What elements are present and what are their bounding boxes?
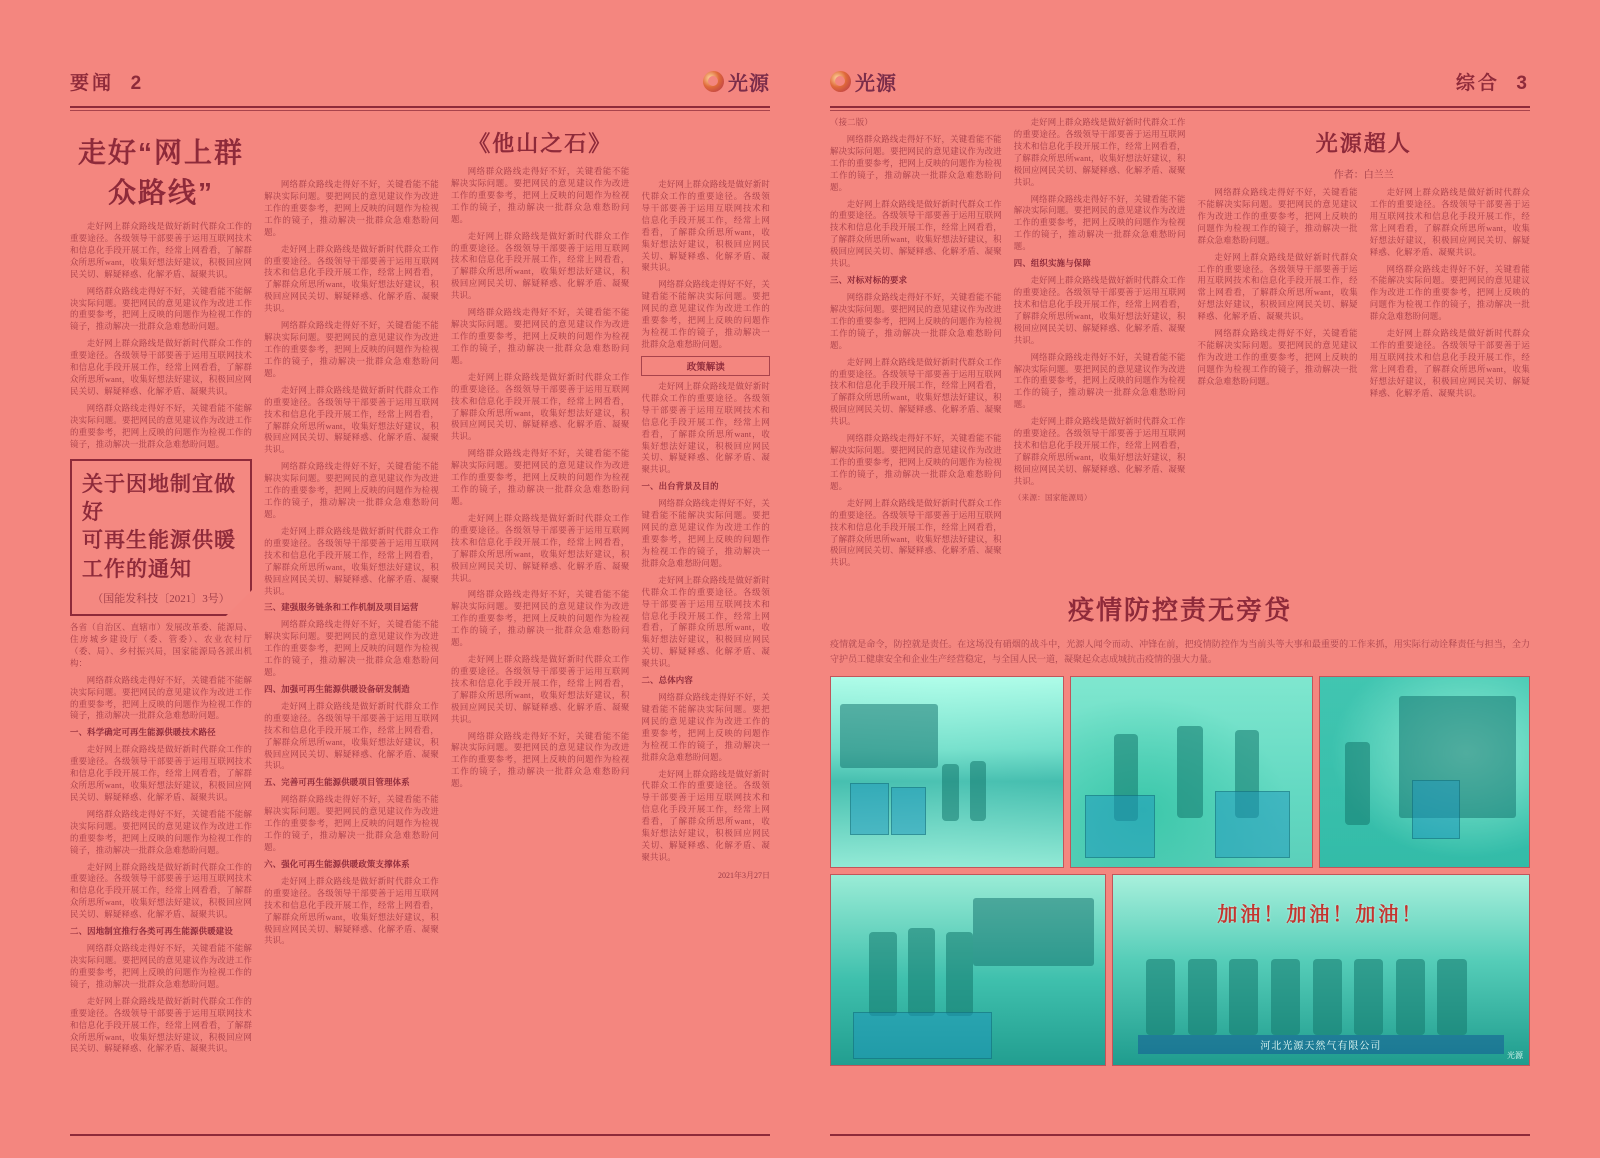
right-section-label (1456, 68, 1530, 95)
right-c1-paragraph-5: 网络群众路线走得好不好，关键看能不能解决实际问题。要把网民的意见建议作为改进工作的重要参考，把网上反映的问题作为检视工作的镜子，推动解决一批群众急难愁盼问题。 (830, 434, 1002, 491)
left-c2-paragraph-4: 走好网上群众路线是做好新时代群众工作的重要途径。各级领导干部要善于运用互联网技术和信息化手段开展工作，经常上网看看，了解群众所思所want，收集好想法好建议，积极回应网民关切、解疑释惑、化解矛盾、凝聚共识。 (264, 385, 439, 455)
logo-text: 光源 (728, 72, 770, 95)
left-c3-paragraph-4: 走好网上群众路线是做好新时代群众工作的重要途径。各级领导干部要善于运用互联网技术和信息化手段开展工作，经常上网看看，了解群众所思所want，收集好想法好建议，积极回应网民关切、解疑释惑、化解矛盾、凝聚共识。 (450, 372, 630, 442)
left-footer-rule (70, 1134, 770, 1136)
left-masthead-rule-thin (70, 110, 770, 111)
left-c2-section-4: 四、加强可再生能源供暖设备研发制造 (264, 684, 410, 694)
notice-body-4: 走好网上群众路线是做好新时代群众工作的重要途径。各级领导干部要善于运用互联网技术和信息化手段开展工作，经常上网看看，了解群众所思所want，收集好想法好建议，积极回应网民关切、解疑释惑、化解矛盾、凝聚共识。 (70, 862, 253, 920)
photo-feature-intro: 疫情就是命令，防控就是责任。在这场没有硝烟的战斗中，光源人闻令而动、冲锋在前，把疫情防控作为当前头等大事和最重要的工作来抓，用实际行动诠释责任与担当，全力守护员工健康安全和企业生产经营稳定，与全国人民一道，凝聚起众志成城抗击疫情的强大力量。 (830, 639, 1530, 664)
feature-headline: 光源超人 (1315, 131, 1412, 156)
left-column-3 (451, 117, 630, 1060)
photo-unloading-truck (830, 676, 1064, 868)
crate-stack-shape (1085, 795, 1154, 858)
feature-paragraph-5: 网络群众路线走得好不好，关键看能不能解决实际问题。要把网民的意见建议作为改进工作的重要参考，把网上反映的问题作为检视工作的镜子，推动解决一批群众急难愁盼问题。 (1369, 264, 1530, 322)
left-c3-paragraph-1: 网络群众路线走得好不好，关键看能不能解决实际问题。要把网民的意见建议作为改进工作的重要参考，把网上反映的问题作为检视工作的镜子，推动解决一批群众急难愁盼问题。 (450, 167, 630, 224)
continued-label: （接二版） (830, 118, 873, 127)
feature-byline: 作者：白兰兰 (1333, 170, 1394, 181)
crate-shape (1412, 780, 1460, 839)
left-c2-paragraph-2: 走好网上群众路线是做好新时代群众工作的重要途径。各级领导干部要善于运用互联网技术和信息化手段开展工作，经常上网看看，了解群众所思所want，收集好想法好建议，积极回应网民关切、解疑释惑、化解矛盾、凝聚共识。 (264, 244, 439, 314)
left-c3-paragraph-7: 网络群众路线走得好不好，关键看能不能解决实际问题。要把网民的意见建议作为改进工作的重要参考，把网上反映的问题作为检视工作的镜子，推动解决一批群众急难愁盼问题。 (450, 590, 630, 648)
left-main-headline: 走好“网上群众路线” (78, 137, 245, 208)
photo-row-top (830, 676, 1530, 868)
publication-logo-right (830, 67, 897, 96)
feature-col-a (1198, 187, 1358, 405)
photo-workers-stacking-supplies (1070, 676, 1313, 868)
right-page (800, 0, 1600, 1158)
notice-title-line1: 关于因地制宜做好 (82, 472, 236, 524)
photo-row-bottom (830, 874, 1530, 1066)
notice-box (70, 459, 252, 616)
right-c2-section-4: 四、组织实施与保障 (1013, 259, 1091, 269)
crate-stack-shape (853, 1012, 992, 1060)
person-shape (1188, 959, 1217, 1035)
left-c4-paragraph-00: 网络群众路线走得好不好，关键看能不能解决实际问题。要把网民的意见建议作为改进工作的重要参考，把网上反映的问题作为检视工作的镜子，推动解决一批群众急难愁盼问题。 (641, 280, 770, 349)
left-section-name: 要闻 (70, 72, 115, 94)
left-c3-paragraph-3: 网络群众路线走得好不好，关键看能不能解决实际问题。要把网民的意见建议作为改进工作的重要参考，把网上反映的问题作为检视工作的镜子，推动解决一批群众急难愁盼问题。 (450, 308, 630, 365)
left-c4-paragraph-1: 走好网上群众路线是做好新时代群众工作的重要途径。各级领导干部要善于运用互联网技术和信息化手段开展工作，经常上网看看，了解群众所思所want，收集好想法好建议，积极回应网民关切、解疑释惑、化解矛盾、凝聚共识。 (641, 381, 770, 475)
truck-shape (840, 704, 937, 769)
person-shape (1146, 959, 1175, 1035)
left-c4-paragraph-2: 网络群众路线走得好不好，关键看能不能解决实际问题。要把网民的意见建议作为改进工作的重要参考，把网上反映的问题作为检视工作的镜子，推动解决一批群众急难愁盼问题。 (641, 499, 770, 568)
feature-paragraph-3: 网络群众路线走得好不好，关键看能不能解决实际问题。要把网民的意见建议作为改进工作的重要参考，把网上反映的问题作为检视工作的镜子，推动解决一批群众急难愁盼问题。 (1197, 329, 1358, 386)
notice-section-2: 二、因地制宜推行各类可再生能源供暖建设 (70, 927, 233, 937)
crate-shape (850, 783, 889, 834)
photo-volunteer-team-banner (1112, 874, 1530, 1066)
left-c3-paragraph-2: 走好网上群众路线是做好新时代群众工作的重要途径。各级领导干部要善于运用互联网技术和信息化手段开展工作，经常上网看看，了解群众所思所want，收集好想法好建议，积极回应网民关切、解疑释惑、化解矛盾、凝聚共识。 (450, 231, 630, 301)
feature-inner-columns (1198, 187, 1530, 405)
left-c4-paragraph-0: 走好网上群众路线是做好新时代群众工作的重要途径。各级领导干部要善于运用互联网技术和信息化手段开展工作，经常上网看看，了解群众所思所want，收集好想法好建议，积极回应网民关切、解疑释惑、化解矛盾、凝聚共识。 (641, 180, 770, 273)
feature-paragraph-2: 走好网上群众路线是做好新时代群众工作的重要途径。各级领导干部要善于运用互联网技术和信息化手段开展工作，经常上网看看，了解群众所思所want，收集好想法好建议，积极回应网民关切、解疑释惑、化解矛盾、凝聚共识。 (1197, 252, 1358, 322)
notice-body-6: 走好网上群众路线是做好新时代群众工作的重要途径。各级领导干部要善于运用互联网技术和信息化手段开展工作，经常上网看看，了解群众所思所want，收集好想法好建议，积极回应网民关切、解疑释惑、化解矛盾、凝聚共识。 (70, 996, 253, 1054)
person-shape (908, 928, 935, 1015)
person-shape (1396, 959, 1425, 1035)
person-shape (970, 761, 986, 822)
right-c2-paragraph-3: 走好网上群众路线是做好新时代群众工作的重要途径。各级领导干部要善于运用互联网技术和信息化手段开展工作，经常上网看看，了解群众所思所want，收集好想法好建议，积极回应网民关切、解疑释惑、化解矛盾、凝聚共识。 (1013, 276, 1186, 345)
left-c2-paragraph-8: 走好网上群众路线是做好新时代群众工作的重要途径。各级领导干部要善于运用互联网技术和信息化手段开展工作，经常上网看看，了解群众所思所want，收集好想法好建议，积极回应网民关切、解疑释惑、化解矛盾、凝聚共识。 (264, 701, 439, 771)
right-masthead (830, 60, 1530, 102)
logo-mark-icon (703, 71, 724, 92)
right-column-2 (1014, 117, 1186, 574)
left-c4-section-1: 一、出台背景及目的 (641, 482, 719, 492)
right-c1-paragraph-6: 走好网上群众路线是做好新时代群众工作的重要途径。各级领导干部要善于运用互联网技术和信息化手段开展工作，经常上网看看，了解群众所思所want，收集好想法好建议，积极回应网民关切、解疑释惑、化解矛盾、凝聚共识。 (830, 498, 1002, 568)
left-masthead (70, 60, 770, 102)
photo-staff-group-with-supplies (830, 874, 1106, 1066)
person-shape (946, 932, 973, 1016)
photo-truck-loading-boxes (1319, 676, 1530, 868)
person-shape (1437, 959, 1466, 1035)
person-shape (1313, 959, 1342, 1035)
left-column-2 (264, 117, 439, 1060)
right-c1-section-3: 三、对标对标的要求 (830, 276, 908, 286)
left-c4-paragraph-5: 走好网上群众路线是做好新时代群众工作的重要途径。各级领导干部要善于运用互联网技术和信息化手段开展工作，经常上网看看，了解群众所思所want，收集好想法好建议，积极回应网民关切、解疑释惑、化解矛盾、凝聚共识。 (641, 769, 770, 863)
left-c4-paragraph-4: 网络群众路线走得好不好，关键看能不能解决实际问题。要把网民的意见建议作为改进工作的重要参考，把网上反映的问题作为检视工作的镜子，推动解决一批群众急难愁盼问题。 (641, 693, 770, 762)
left-c2-paragraph-3: 网络群众路线走得好不好，关键看能不能解决实际问题。要把网民的意见建议作为改进工作的重要参考，把网上反映的问题作为检视工作的镜子，推动解决一批群众急难愁盼问题。 (264, 321, 439, 378)
photo-banner-text: 加油！加油！加油！ (1217, 903, 1425, 926)
left-c3-paragraph-6: 走好网上群众路线是做好新时代群众工作的重要途径。各级领导干部要善于运用互联网技术和信息化手段开展工作，经常上网看看，了解群众所思所want，收集好想法好建议，积极回应网民关切、解疑释惑、化解矛盾、凝聚共识。 (450, 513, 630, 583)
left-section-label (70, 68, 144, 95)
right-section-name: 综合 (1455, 72, 1500, 94)
left-column-1 (70, 117, 252, 1060)
left-secondary-headline: 《他山之石》 (468, 131, 613, 156)
notice-body-2: 走好网上群众路线是做好新时代群众工作的重要途径。各级领导干部要善于运用互联网技术和信息化手段开展工作，经常上网看看，了解群众所思所want，收集好想法好建议，积极回应网民关切、解疑释惑、化解矛盾、凝聚共识。 (70, 745, 253, 802)
person-shape (1345, 742, 1370, 826)
feature-col-b (1370, 187, 1530, 405)
right-top-columns (830, 117, 1530, 574)
notice-body-1: 网络群众路线走得好不好，关键看能不能解决实际问题。要把网民的意见建议作为改进工作的重要参考，把网上反映的问题作为检视工作的镜子，推动解决一批群众急难愁盼问题。 (70, 675, 253, 721)
feature-paragraph-1: 网络群众路线走得好不好，关键看能不能解决实际问题。要把网民的意见建议作为改进工作的重要参考，把网上反映的问题作为检视工作的镜子，推动解决一批群众急难愁盼问题。 (1197, 188, 1358, 245)
person-shape (869, 932, 896, 1016)
right-column-3 (1198, 117, 1530, 574)
person-shape (1354, 959, 1383, 1035)
left-body-paragraph-2: 走好网上群众路线是做好新时代群众工作的重要途径。各级领导干部要善于运用互联网技术和信息化手段开展工作，经常上网看看，了解群众所思所want，收集好想法好建议，积极回应网民关切、解疑释惑、化解矛盾、凝聚共识。 (70, 339, 253, 396)
person-shape (1229, 959, 1258, 1035)
left-column-4 (641, 117, 770, 1060)
right-c1-paragraph-2: 走好网上群众路线是做好新时代群众工作的重要途径。各级领导干部要善于运用互联网技术和信息化手段开展工作，经常上网看看，了解群众所思所want，收集好想法好建议，积极回应网民关切、解疑释惑、化解矛盾、凝聚共识。 (830, 199, 1002, 269)
left-c3-paragraph-9: 网络群众路线走得好不好，关键看能不能解决实际问题。要把网民的意见建议作为改进工作的重要参考，把网上反映的问题作为检视工作的镜子，推动解决一批群众急难愁盼问题。 (450, 731, 630, 789)
right-c2-source: （来源：国家能源局） (1013, 492, 1092, 502)
notice-title-line2: 可再生能源供暖工作的通知 (82, 529, 236, 581)
crate-stack-shape (1215, 791, 1289, 858)
logo-text-right: 光源 (855, 72, 897, 95)
left-c2-paragraph-9: 网络群众路线走得好不好，关键看能不能解决实际问题。要把网民的意见建议作为改进工作的重要参考，把网上反映的问题作为检视工作的镜子，推动解决一批群众急难愁盼问题。 (264, 795, 439, 853)
right-c2-paragraph-5: 走好网上群众路线是做好新时代群众工作的重要途径。各级领导干部要善于运用互联网技术和信息化手段开展工作，经常上网看看，了解群众所思所want，收集好想法好建议，积极回应网民关切、解疑释惑、化解矛盾、凝聚共识。 (1013, 417, 1186, 486)
right-c1-paragraph-1: 网络群众路线走得好不好，关键看能不能解决实际问题。要把网民的意见建议作为改进工作的重要参考，把网上反映的问题作为检视工作的镜子，推动解决一批群众急难愁盼问题。 (830, 134, 1002, 192)
left-body-paragraph-1: 网络群众路线走得好不好，关键看能不能解决实际问题。要把网民的意见建议作为改进工作的重要参考，把网上反映的问题作为检视工作的镜子，推动解决一批群众急难愁盼问题。 (70, 286, 253, 332)
right-page-number: 3 (1516, 72, 1530, 94)
right-c2-paragraph-2: 网络群众路线走得好不好，关键看能不能解决实际问题。要把网民的意见建议作为改进工作的重要参考，把网上反映的问题作为检视工作的镜子，推动解决一批群众急难愁盼问题。 (1013, 194, 1186, 252)
right-footer-rule (830, 1134, 1530, 1136)
notice-body-3: 网络群众路线走得好不好，关键看能不能解决实际问题。要把网民的意见建议作为改进工作的重要参考，把网上反映的问题作为检视工作的镜子，推动解决一批群众急难愁盼问题。 (70, 809, 253, 855)
photo-grid (830, 676, 1530, 1066)
left-c4-section-2: 二、总体内容 (641, 676, 693, 686)
notice-date-line: 2021年3月27日 (718, 870, 770, 880)
feature-paragraph-6: 走好网上群众路线是做好新时代群众工作的重要途径。各级领导干部要善于运用互联网技术和信息化手段开展工作，经常上网看看，了解群众所思所want，收集好想法好建议，积极回应网民关切、解疑释惑、化解矛盾、凝聚共识。 (1369, 329, 1530, 398)
left-c2-paragraph-7: 网络群众路线走得好不好，关键看能不能解决实际问题。要把网民的意见建议作为改进工作的重要参考，把网上反映的问题作为检视工作的镜子，推动解决一批群众急难愁盼问题。 (264, 620, 439, 678)
notice-salutation: 各省（自治区、直辖市）发展改革委、能源局、住房城乡建设厅（委、管委）、农业农村厅（委、局）、乡村振兴局，国家能源局各派出机构： (70, 622, 253, 668)
right-column-1 (830, 117, 1002, 574)
person-shape (942, 764, 958, 821)
photo-credit: 光源 (1507, 1051, 1523, 1061)
publication-logo (703, 67, 770, 96)
person-shape (1177, 726, 1204, 817)
left-intro-paragraph: 走好网上群众路线是做好新时代群众工作的重要途径。各级领导干部要善于运用互联网技术和信息化手段开展工作，经常上网看看，了解群众所思所want，收集好想法好建议，积极回应网民关切、解疑释惑、化解矛盾、凝聚共识。 (70, 222, 253, 279)
left-c3-paragraph-5: 网络群众路线走得好不好，关键看能不能解决实际问题。要把网民的意见建议作为改进工作的重要参考，把网上反映的问题作为检视工作的镜子，推动解决一批群众急难愁盼问题。 (450, 449, 630, 506)
truck-shape (973, 898, 1093, 966)
left-c2-paragraph-6: 走好网上群众路线是做好新时代群众工作的重要途径。各级领导干部要善于运用互联网技术和信息化手段开展工作，经常上网看看，了解群众所思所want，收集好想法好建议，积极回应网民关切、解疑释惑、化解矛盾、凝聚共识。 (264, 526, 439, 596)
right-c2-paragraph-1: 走好网上群众路线是做好新时代群众工作的重要途径。各级领导干部要善于运用互联网技术和信息化手段开展工作，经常上网看看，了解群众所思所want，收集好想法好建议，积极回应网民关切、解疑释惑、化解矛盾、凝聚共识。 (1013, 118, 1186, 187)
left-c3-paragraph-8: 走好网上群众路线是做好新时代群众工作的重要途径。各级领导干部要善于运用互联网技术和信息化手段开展工作，经常上网看看，了解群众所思所want，收集好想法好建议，积极回应网民关切、解疑释惑、化解矛盾、凝聚共识。 (450, 655, 630, 724)
person-shape (1271, 959, 1300, 1035)
left-page-number: 2 (130, 72, 145, 94)
left-c2-section-5: 五、完善可再生能源供暖项目管理体系 (264, 778, 410, 788)
photo-banner-strip: 河北光源天然气有限公司 (1138, 1035, 1504, 1054)
left-c2-section-6: 六、强化可再生能源供暖政策支撑体系 (264, 859, 410, 869)
right-c1-paragraph-4: 走好网上群众路线是做好新时代群众工作的重要途径。各级领导干部要善于运用互联网技术和信息化手段开展工作，经常上网看看，了解群众所思所want，收集好想法好建议，积极回应网民关切、解疑释惑、化解矛盾、凝聚共识。 (830, 357, 1002, 427)
notice-body-5: 网络群众路线走得好不好，关键看能不能解决实际问题。要把网民的意见建议作为改进工作的重要参考，把网上反映的问题作为检视工作的镜子，推动解决一批群众急难愁盼问题。 (70, 944, 253, 989)
policy-interpretation-title: 政策解读 (641, 356, 770, 376)
left-c2-section-3: 三、建强服务链条和工作机制及项目运营 (264, 603, 419, 613)
notice-section-1: 一、科学确定可再生能源供暖技术路径 (70, 728, 216, 738)
right-masthead-rule-thin (830, 110, 1530, 111)
left-c2-paragraph-1: 网络群众路线走得好不好，关键看能不能解决实际问题。要把网民的意见建议作为改进工作的重要参考，把网上反映的问题作为检视工作的镜子，推动解决一批群众急难愁盼问题。 (264, 180, 439, 237)
crate-shape (891, 787, 925, 835)
right-masthead-rule (830, 106, 1530, 108)
photo-feature (830, 590, 1530, 1066)
feature-paragraph-4: 走好网上群众路线是做好新时代群众工作的重要途径。各级领导干部要善于运用互联网技术和信息化手段开展工作，经常上网看看，了解群众所思所want，收集好想法好建议，积极回应网民关切、解疑释惑、化解矛盾、凝聚共识。 (1369, 188, 1530, 257)
left-c4-paragraph-3: 走好网上群众路线是做好新时代群众工作的重要途径。各级领导干部要善于运用互联网技术和信息化手段开展工作，经常上网看看，了解群众所思所want，收集好想法好建议，积极回应网民关切、解疑释惑、化解矛盾、凝聚共识。 (641, 575, 770, 669)
photo-feature-headline: 疫情防控责无旁贷 (1067, 595, 1292, 626)
left-masthead-rule (70, 106, 770, 108)
left-c2-paragraph-10: 走好网上群众路线是做好新时代群众工作的重要途径。各级领导干部要善于运用互联网技术和信息化手段开展工作，经常上网看看，了解群众所思所want，收集好想法好建议，积极回应网民关切、解疑释惑、化解矛盾、凝聚共识。 (264, 876, 439, 946)
right-c1-paragraph-3: 网络群众路线走得好不好，关键看能不能解决实际问题。要把网民的意见建议作为改进工作的重要参考，把网上反映的问题作为检视工作的镜子，推动解决一批群众急难愁盼问题。 (830, 292, 1002, 350)
logo-mark-icon-right (830, 71, 851, 92)
notice-doc-number: （国能发科技〔2021〕3号） (92, 592, 230, 605)
left-c2-paragraph-5: 网络群众路线走得好不好，关键看能不能解决实际问题。要把网民的意见建议作为改进工作的重要参考，把网上反映的问题作为检视工作的镜子，推动解决一批群众急难愁盼问题。 (264, 462, 439, 519)
left-body-paragraph-3: 网络群众路线走得好不好，关键看能不能解决实际问题。要把网民的意见建议作为改进工作的重要参考，把网上反映的问题作为检视工作的镜子，推动解决一批群众急难愁盼问题。 (70, 403, 253, 449)
right-c2-paragraph-4: 网络群众路线走得好不好，关键看能不能解决实际问题。要把网民的意见建议作为改进工作的重要参考，把网上反映的问题作为检视工作的镜子，推动解决一批群众急难愁盼问题。 (1013, 352, 1186, 410)
left-top-columns (70, 117, 770, 1060)
